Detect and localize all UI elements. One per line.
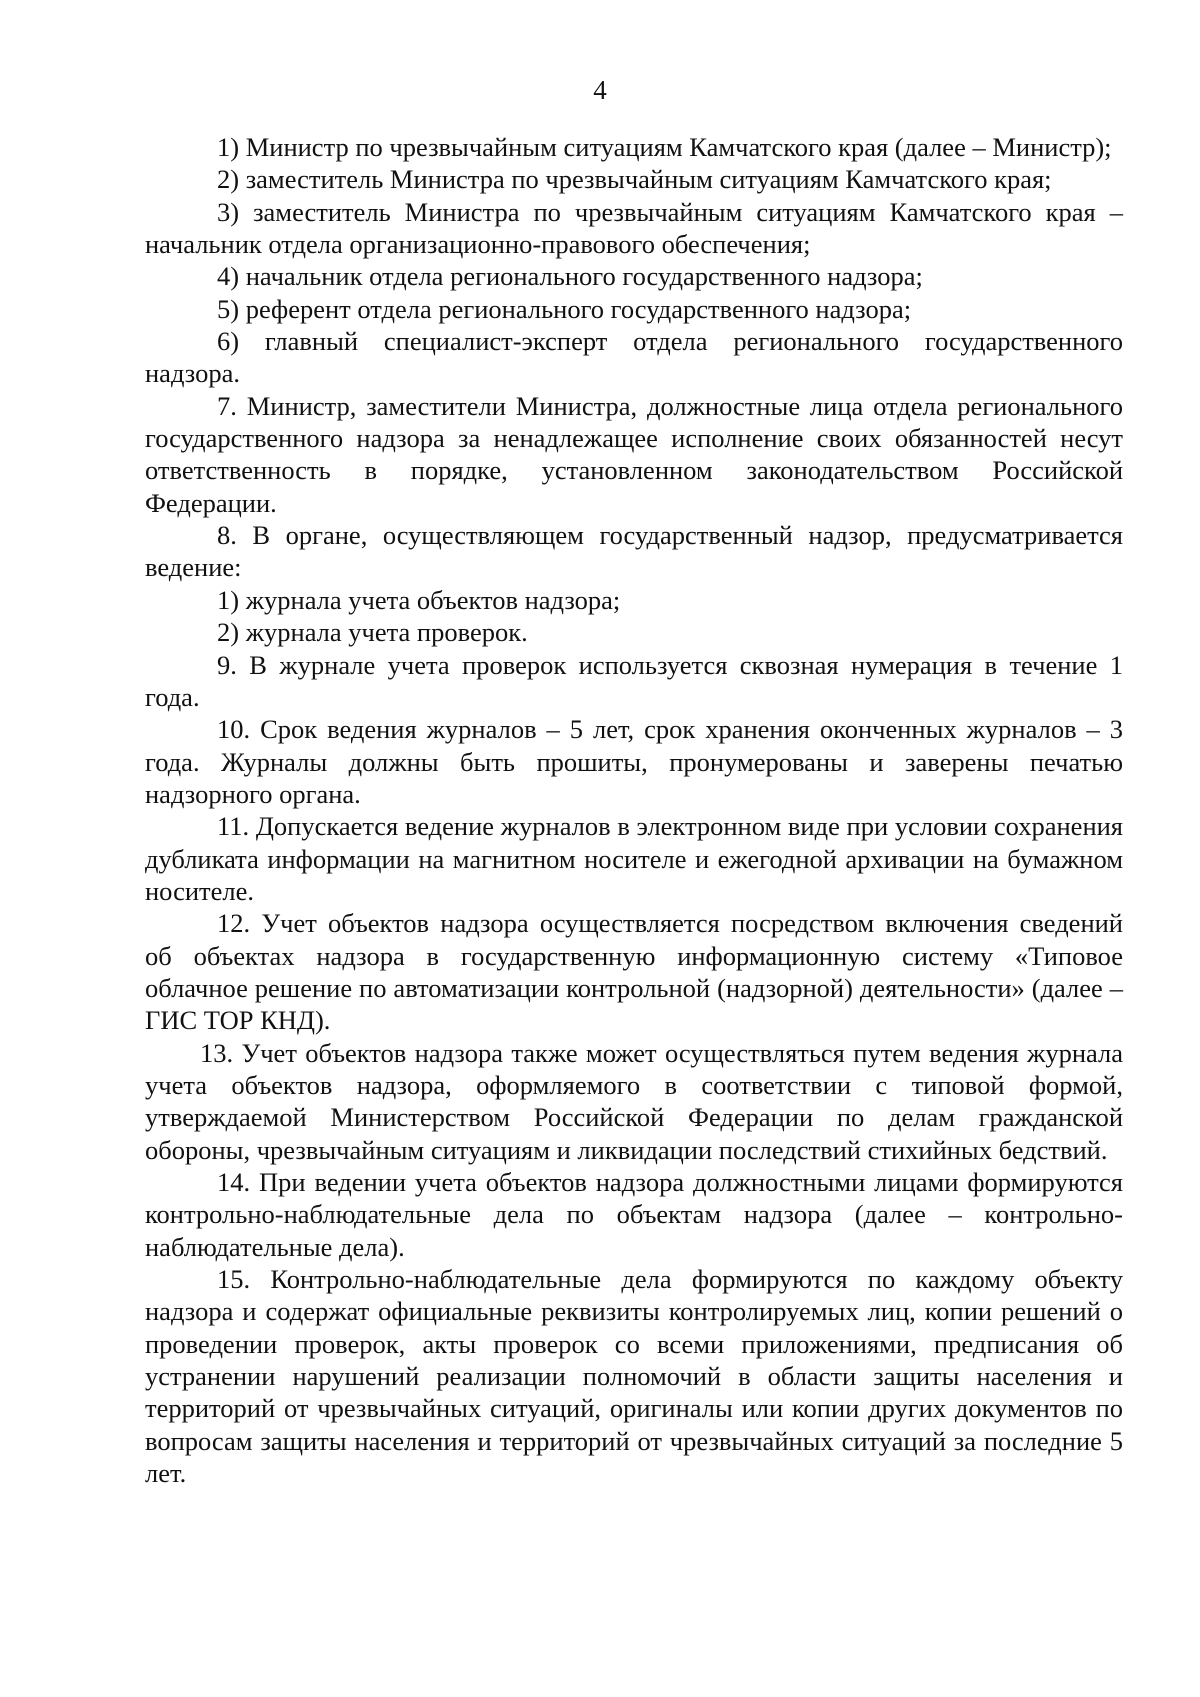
page-number: 4 [593,75,607,105]
paragraph-section-14: 14. При ведении учета объектов надзора должностными лицами формируются контрольно-наблюдательные дела по объектам надзора (далее – контрольно-наблюдательные дела). [145,1167,1123,1262]
paragraph-section-9: 9. В журнале учета проверок используется сквозная нумерация в течение 1 года. [145,649,1123,712]
paragraph-section-8: 8. В органе, осуществляющем государственный надзор, предусматривается ведение: [145,520,1123,583]
paragraph-list-item-2: 2) заместитель Министра по чрезвычайным ситуациям Камчатского края; [217,164,1052,195]
document-body [145,131,1123,1489]
paragraph-section-7: 7. Министр, заместители Министра, должностные лица отдела регионального государственного надзора за ненадлежащее исполнение своих обязанностей несут ответственность в порядке, установленном законодательством Российской Федерации. [145,390,1123,518]
paragraph-section-12: 12. Учет объектов надзора осуществляется посредством включения сведений об объектах надзора в государственную информационную систему «Типовое облачное решение по автоматизации контрольной (надзорной) деятельности» (далее – ГИС ТОР КНД). [145,908,1123,1036]
paragraph-list-item-3: 3) заместитель Министра по чрезвычайным ситуациям Камчатского края – начальник отдела организационно-правового обеспечения; [145,196,1123,260]
paragraph-section-13: 13. Учет объектов надзора также может осуществляться путем ведения журнала учета объектов надзора, оформляемого в соответствии с типовой формой, утверждаемой Министерством Российской Федерации по делам гражданской обороны, чрезвычайным ситуациям и ликвидации последствий стихийных бедствий. [145,1037,1123,1165]
paragraph-list-item-6: 6) главный специалист-эксперт отдела регионального государственного надзора. [145,326,1123,389]
paragraph-list-item-4: 4) начальник отдела регионального государственного надзора; [217,261,923,292]
paragraph-journal-item-2: 2) журнала учета проверок. [217,617,528,648]
paragraph-list-item-1: 1) Министр по чрезвычайным ситуациям Камчатского края (далее – Министр); [217,132,1112,162]
paragraph-section-11: 11. Допускается ведение журналов в электронном виде при условии сохранения дубликата информации на магнитном носителе и ежегодной архивации на бумажном носителе. [145,811,1123,906]
paragraph-section-15: 15. Контрольно-наблюдательные дела формируются по каждому объекту надзора и содержат официальные реквизиты контролируемых лиц, копии решений о проведении проверок, акты проверок со всеми приложениями, предписания об устранении нарушений реализации полномочий в области защиты населения и территорий от чрезвычайных ситуаций, оригиналы или копии других документов по вопросам защиты населения и территорий от чрезвычайных ситуаций за последние 5 лет. [145,1264,1123,1489]
paragraph-section-10: 10. Срок ведения журналов – 5 лет, срок хранения оконченных журналов – 3 года. Журналы должны быть прошиты, пронумерованы и заверены печатью надзорного органа. [145,714,1123,809]
paragraph-list-item-5: 5) референт отдела регионального государственного надзора; [217,293,912,324]
paragraph-journal-item-1: 1) журнала учета объектов надзора; [217,584,621,615]
